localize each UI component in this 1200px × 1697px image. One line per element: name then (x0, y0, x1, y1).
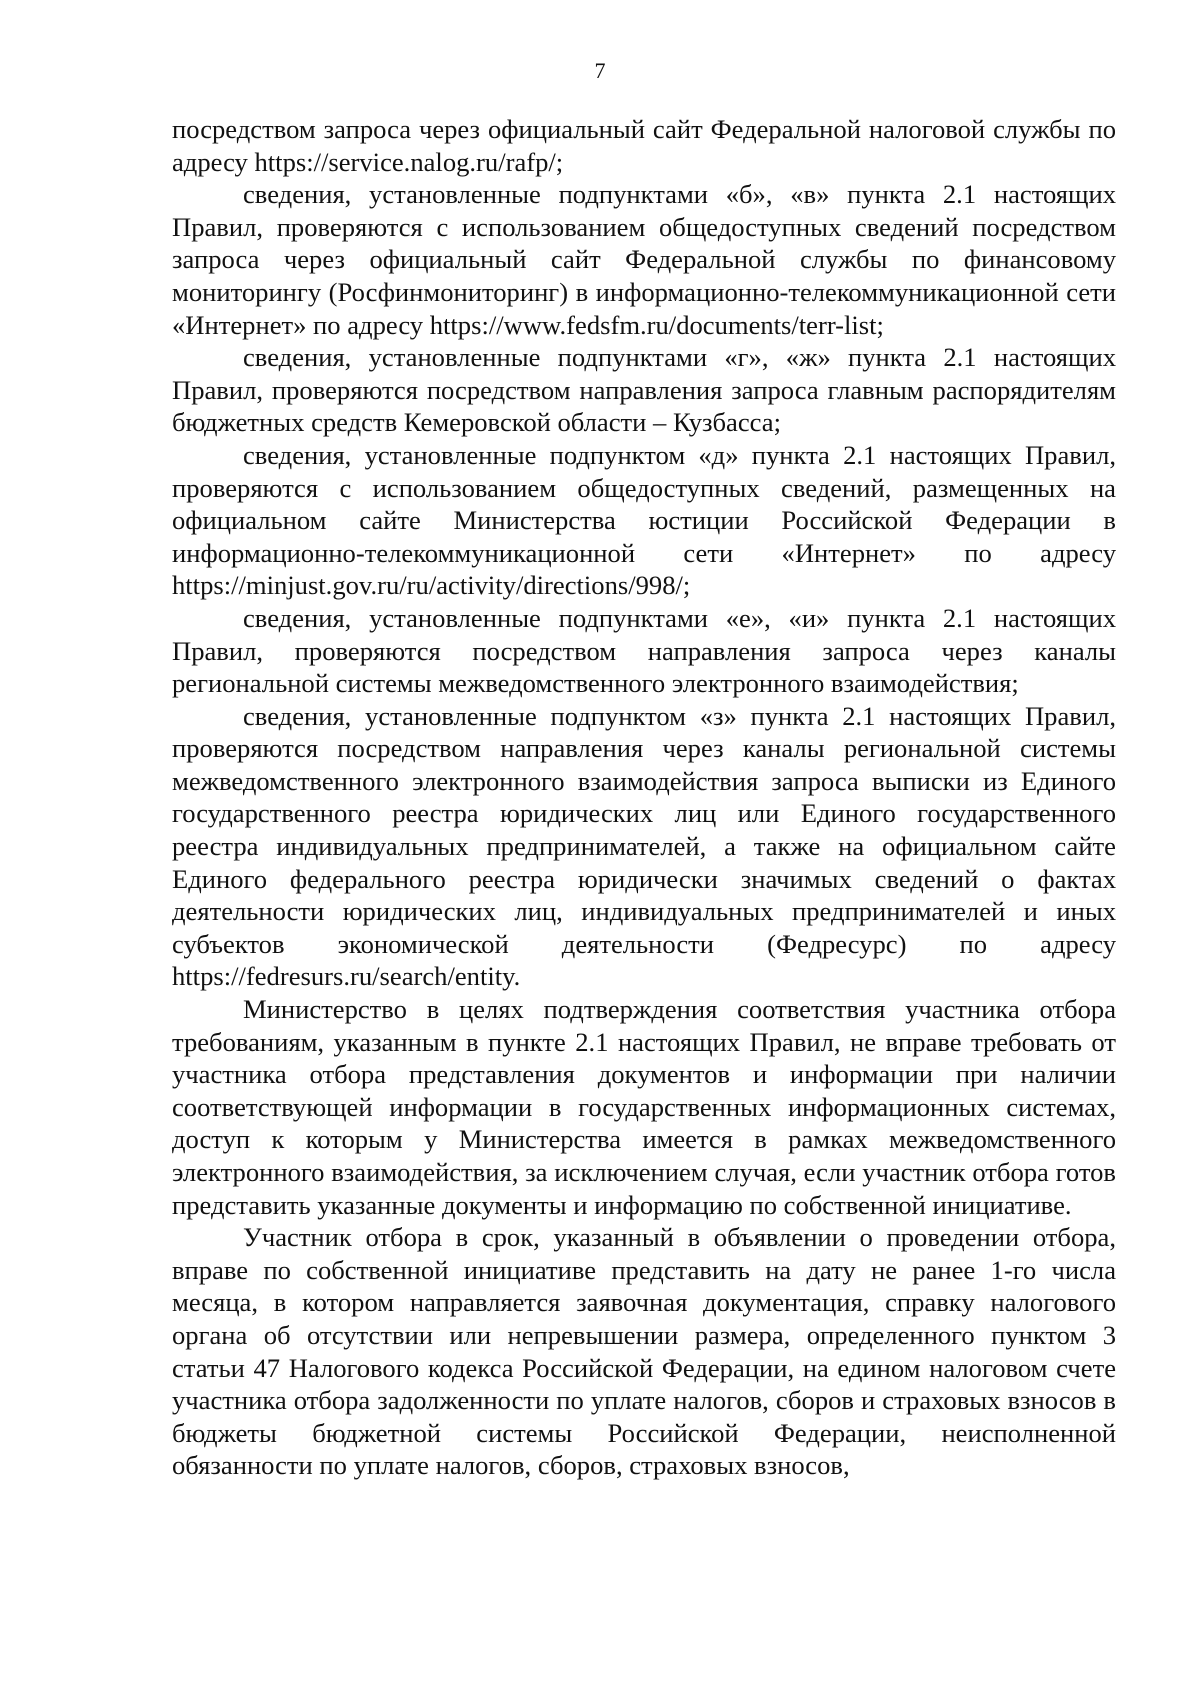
paragraph: Участник отбора в срок, указанный в объявлении о проведении отбора, вправе по собственной инициативе представить на дату не ранее 1-го числа месяца, в котором направляется заявочная документация, справку налогового органа об отсутствии или непревышении размера, определенного пунктом 3 статьи 47 Налогового кодекса Российской Федерации, на едином налоговом счете участника отбора задолженности по уплате налогов, сборов и страховых взносов в бюджеты бюджетной системы Российской Федерации, неисполненной обязанности по уплате налогов, сборов, страховых взносов, (172, 1222, 1116, 1481)
paragraph: сведения, установленные подпунктами «г», «ж» пункта 2.1 настоящих Правил, проверяются посредством направления запроса главным распорядителям бюджетных средств Кемеровской области – Кузбасса; (172, 342, 1116, 438)
paragraph: сведения, установленные подпунктами «б», «в» пункта 2.1 настоящих Правил, проверяются с использованием общедоступных сведений посредством запроса через официальный сайт Федеральной службы по финансовому мониторингу (Росфинмониторинг) в информационно-телекоммуникационной сети «Интернет» по адресу https://www.fedsfm.ru/documents/terr-list; (172, 179, 1116, 340)
paragraph: сведения, установленные подпунктом «з» пункта 2.1 настоящих Правил, проверяются посредством направления через каналы региональной системы межведомственного электронного взаимодействия запроса выписки из Единого государственного реестра юридических лиц или Единого государственного реестра индивидуальных предпринимателей, а также на официальном сайте Единого федерального реестра юридически значимых сведений о фактах деятельности юридических лиц, индивидуальных предпринимателей и иных субъектов экономической деятельности (Федресурс) по адресу https://fedresurs.ru/search/entity. (172, 700, 1116, 992)
paragraph: сведения, установленные подпунктом «д» пункта 2.1 настоящих Правил, проверяются с использованием общедоступных сведений, размещенных на официальном сайте Министерства юстиции Российской Федерации в информационно-телекоммуникационной сети «Интернет» по адресу https://minjust.gov.ru/ru/activity/directions/998/; (172, 439, 1116, 601)
document-body (172, 113, 1116, 1482)
paragraph-continuation: посредством запроса через официальный сайт Федеральной налоговой службы по адресу https://service.nalog.ru/rafp/; (172, 114, 1116, 177)
page-number: 7 (594, 58, 606, 83)
paragraph: сведения, установленные подпунктами «е», «и» пункта 2.1 настоящих Правил, проверяются посредством направления запроса через каналы региональной системы межведомственного электронного взаимодействия; (172, 602, 1116, 699)
paragraph: Министерство в целях подтверждения соответствия участника отбора требованиям, указанным в пункте 2.1 настоящих Правил, не вправе требовать от участника отбора представления документов и информации при наличии соответствующей информации в государственных информационных системах, доступ к которым у Министерства имеется в рамках межведомственного электронного взаимодействия, за исключением случая, если участник отбора готов представить указанные документы и информацию по собственной инициативе. (172, 994, 1116, 1220)
